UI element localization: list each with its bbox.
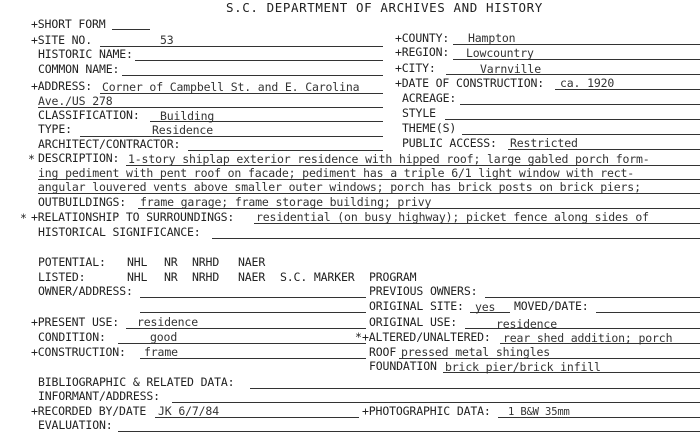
present-use-label: +PRESENT USE: — [31, 315, 120, 329]
common-name-line — [122, 75, 383, 76]
listed-nrhd: NRHD — [192, 270, 220, 284]
historic-name-label: HISTORIC NAME: — [38, 47, 133, 61]
classification-value: Building — [160, 109, 215, 123]
common-name-label: COMMON NAME: — [38, 62, 120, 76]
photographic-value: 1 B&W 35mm — [508, 406, 570, 418]
public-access-label: PUBLIC ACCESS: — [402, 136, 497, 150]
region-label: +REGION: — [395, 45, 450, 59]
historic-name-line — [135, 60, 383, 61]
original-use-label: ORIGINAL USE: — [369, 315, 458, 329]
page-title: S.C. DEPARTMENT OF ARCHIVES AND HISTORY — [226, 0, 543, 15]
condition-label: CONDITION: — [38, 330, 106, 344]
listed-naer: NAER — [238, 270, 266, 284]
informant-line — [172, 402, 700, 403]
evaluation-label: EVALUATION: — [38, 418, 113, 432]
address-value-2: Ave./US 278 — [38, 94, 113, 108]
bibliographic-label: BIBLIOGRAPHIC & RELATED DATA: — [38, 375, 235, 389]
address-value-1: Corner of Campbell St. and E. Carolina — [102, 80, 360, 94]
historical-significance-line — [212, 238, 700, 239]
acreage-label: ACREAGE: — [402, 91, 457, 105]
description-rule-3 — [38, 193, 700, 194]
short-form-label: +SHORT FORM — [31, 17, 106, 31]
style-line — [445, 119, 700, 120]
city-value: Varnville — [480, 62, 541, 76]
date-value: ca. 1920 — [560, 76, 615, 90]
potential-nr: NR — [164, 255, 178, 269]
description-line-3: angular louvered vents above smaller outer windows; porch has brick posts on brick piers; — [38, 180, 641, 194]
city-label: +CITY: — [395, 61, 436, 75]
original-site-label: ORIGINAL SITE: — [369, 299, 464, 313]
theme-line — [462, 134, 700, 135]
acreage-line — [460, 104, 700, 105]
altered-label: +ALTERED/UNALTERED: — [362, 330, 491, 344]
original-use-value: residence — [496, 317, 557, 331]
construction-value: frame — [144, 345, 178, 359]
date-label: +DATE OF CONSTRUCTION: — [395, 76, 545, 90]
listed-program: PROGRAM — [369, 270, 417, 284]
evaluation-line — [118, 431, 700, 432]
classification-label: CLASSIFICATION: — [38, 108, 140, 122]
bibliographic-line — [250, 388, 700, 389]
county-label: +COUNTY: — [395, 31, 450, 45]
architect-line — [188, 150, 383, 151]
moved-date-line — [596, 312, 700, 313]
listed-label: LISTED: — [38, 270, 86, 284]
architect-label: ARCHITECT/CONTRACTOR: — [38, 137, 181, 151]
foundation-label: FOUNDATION — [369, 359, 437, 373]
potential-label: POTENTIAL: — [38, 255, 106, 269]
altered-value: rear shed addition; porch — [503, 331, 673, 345]
previous-owners-label: PREVIOUS OWNERS: — [369, 284, 478, 298]
county-value: Hampton — [468, 31, 516, 45]
roof-label: ROOF — [369, 345, 397, 359]
address-label: +ADDRESS: — [31, 79, 92, 93]
description-line-1: 1-story shiplap exterior residence with hipped roof; large gabled porch form- — [128, 152, 650, 166]
relationship-value: residential (on busy highway); picket fence along sides of — [256, 210, 649, 224]
foundation-value: brick pier/brick infill — [445, 360, 601, 374]
relationship-label: +RELATIONSHIP TO SURROUNDINGS: — [31, 210, 235, 224]
public-access-value: Restricted — [510, 136, 578, 150]
description-line-2: ing pediment with pent roof on facade; pediment has a triple 6/1 light window with rect- — [38, 166, 635, 180]
owner-address-label: OWNER/ADDRESS: — [38, 284, 133, 298]
type-label: TYPE: — [38, 122, 72, 136]
outbuildings-label: OUTBUILDINGS: — [38, 195, 127, 209]
historical-significance-label: HISTORICAL SIGNIFICANCE: — [38, 225, 201, 239]
recorded-value: JK 6/7/84 — [158, 404, 219, 418]
construction-label: +CONSTRUCTION: — [31, 345, 126, 359]
listed-nhl: NHL — [127, 270, 148, 284]
owner-address-line-2 — [140, 312, 366, 313]
type-value: Residence — [152, 123, 213, 137]
listed-sc-marker: S.C. MARKER — [280, 270, 355, 284]
potential-nrhd: NRHD — [192, 255, 220, 269]
owner-address-line — [140, 297, 366, 298]
roof-value: pressed metal shingles — [401, 345, 551, 359]
site-no-label: +SITE NO. — [31, 33, 92, 47]
potential-nhl: NHL — [127, 255, 148, 269]
potential-naer: NAER — [238, 255, 266, 269]
theme-label: THEME(S) — [402, 121, 457, 135]
moved-date-label: MOVED/DATE: — [514, 299, 589, 313]
informant-label: INFORMANT/ADDRESS: — [38, 389, 160, 403]
previous-owners-line — [485, 297, 700, 298]
photographic-label: +PHOTOGRAPHIC DATA: — [362, 404, 491, 418]
relationship-star: * — [20, 211, 27, 225]
site-no-value: 53 — [160, 33, 174, 47]
listed-nr: NR — [164, 270, 178, 284]
region-value: Lowcountry — [466, 46, 534, 60]
site-no-line — [100, 46, 383, 47]
condition-value: good — [150, 330, 178, 344]
description-star: * — [28, 152, 35, 166]
original-site-value: yes — [475, 300, 496, 314]
outbuildings-value: frame garage; frame storage building; privy — [140, 195, 432, 209]
style-label: STYLE — [402, 106, 436, 120]
present-use-value: residence — [137, 315, 198, 329]
description-label: DESCRIPTION: — [38, 151, 120, 165]
short-form-line — [112, 29, 150, 30]
altered-star: * — [355, 330, 362, 344]
recorded-label: +RECORDED BY/DATE — [31, 404, 147, 418]
